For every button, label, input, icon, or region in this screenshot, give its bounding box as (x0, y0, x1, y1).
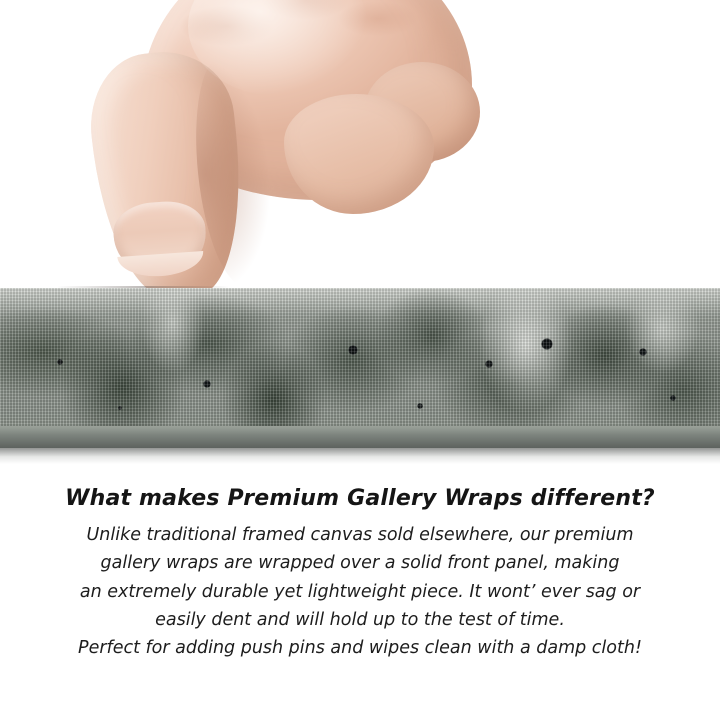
caption-line: Perfect for adding push pins and wipes clean with a damp cloth! (78, 638, 642, 659)
caption-line: easily dent and will hold up to the test of time. (155, 610, 565, 631)
caption-line: gallery wraps are wrapped over a solid front panel, making (100, 553, 620, 574)
canvas-drop-shadow (0, 448, 720, 464)
caption-line: Unlike traditional framed canvas sold elsewhere, our premium (86, 525, 634, 545)
canvas-bottom-bevel (0, 426, 720, 448)
canvas-weave-texture (0, 288, 720, 448)
caption-line: an extremely durable yet lightweight piece. It wont’ ever sag or (79, 581, 641, 602)
caption-block (0, 486, 720, 663)
canvas-edge-strip (0, 288, 720, 448)
caption-body (0, 521, 720, 663)
hand-pressing-canvas (78, 0, 458, 316)
caption-title: What makes Premium Gallery Wraps different? (65, 486, 655, 511)
